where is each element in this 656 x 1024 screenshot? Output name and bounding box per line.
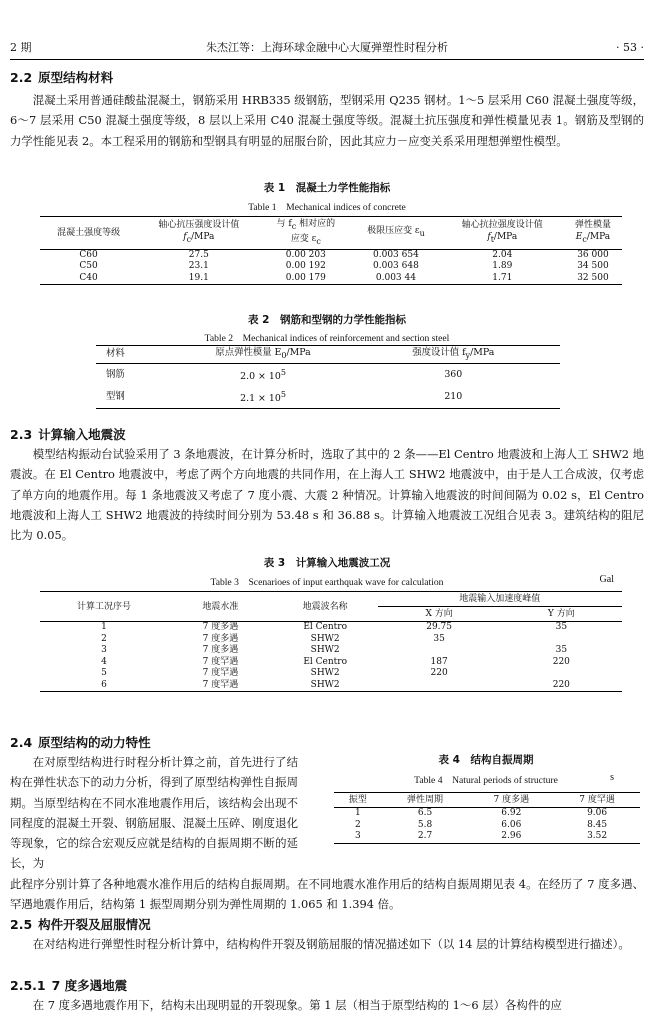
section-2-2-paragraph: 混凝土采用普通硅酸盐混凝土，钢筋采用 HRB335 级钢筋，型钢采用 Q235 钢材。1～5 层采用 C60 混凝土强度等级，6～7 层采用 C50 混凝土强度等级，8 层以上采用 C40 混凝土强度等级。混凝土抗压强度和弹性模量见表 1。钢筋及型钢的力学性能见表 2。本工程采用的钢筋和型钢具有明显的屈服台阶，因此其应力－应变关系采用理想弹塑性模型。 — [10, 93, 644, 148]
section-2-3-heading: 2.3 计算输入地震波 — [10, 427, 126, 442]
table-row: 1 6.5 6.92 9.06 — [334, 808, 640, 820]
table3-subheader-row: X 方向 Y 方向 — [425, 609, 575, 619]
header-page-number: · 53 · — [616, 40, 644, 54]
table4 — [334, 792, 640, 844]
table3-unit: Gal — [599, 574, 614, 585]
table-row: 2 5.8 6.06 8.45 — [354, 819, 608, 830]
section-2-5-paragraph: 在对结构进行弹塑性时程分析计算中，结构构件开裂及钢筋屈服的情况描述如下（以 14 层的计算结构模型进行描述）。 — [32, 937, 630, 951]
table-row: 钢筋 $2.0 \times 10^5$ 360 — [96, 363, 560, 386]
table-row: 6 7 度罕遇 SHW2 220 — [40, 680, 622, 692]
table2-caption-en: Table 2 Mechanical indices of reinforcement and section steel — [204, 333, 450, 344]
table1-header-ec: 弹性模量 $E_c$/MPa — [574, 220, 611, 245]
table-row: 1 7 度多遇 El Centro 29.75 35 — [40, 622, 622, 634]
section-2-5-1-heading: 2.5.1 7 度多遇地震 — [10, 978, 128, 993]
table4-header-row: 振型 弹性周期 7 度多遇 7 度罕遇 — [334, 793, 640, 808]
table4-unit: s — [610, 772, 614, 783]
table3-caption-en: Table 3 Scenarioes of input earthquak wave for calculation Gal — [210, 574, 614, 588]
table1-header-row — [40, 217, 622, 250]
header-title: 朱杰江等：上海环球金融中心大厦弹塑性时程分析 — [206, 41, 448, 54]
section-2-4-paragraph-full: 此程序分别计算了各种地震水准作用后的结构自振周期。在不同地震水准作用后的结构自振周期见表 4。在经历了 7 度多遇、罕遇地震作用后，结构第 1 振型周期分别为弹性周期的 1.065 和 1.394 倍。 — [10, 877, 644, 912]
table2-header-row: 材料 原点弹性模量 $E_0$/MPa 强度设计值 $f_y$/MPa — [96, 346, 560, 364]
table1 — [40, 216, 622, 285]
section-2-4-paragraph-left: 在对原型结构进行时程分析计算之前，首先进行了结构在弹性状态下的动力分析，得到了原型结构弹性自振周期。当原型结构在不同水准地震作用后，该结构会出现不同程度的混凝土开裂、钢筋屈服、混凝土压碎、刚度退化等现象，它的综合宏观反应就是结构的自振周期不断的延长，为 — [10, 755, 298, 871]
running-header — [10, 38, 644, 60]
table1-header-grade: 混凝土强度等级 — [57, 227, 121, 238]
section-2-2-heading: 2.2 原型结构材料 — [10, 70, 114, 85]
table-row: 型钢 $2.1 \times 10^5$ 210 — [96, 386, 560, 409]
table4-caption: 表 4 结构自振周期 — [438, 754, 534, 766]
table-row: 5 7 度罕遇 SHW2 220 — [101, 668, 448, 678]
table1-caption-en: Table 1 Mechanical indices of concrete — [248, 202, 406, 213]
table1-caption: 表 1 混凝土力学性能指标 — [263, 182, 391, 194]
table1-header-strain: 与 $f_c$ 相对应的 应变 $\varepsilon_c$ — [276, 219, 336, 246]
table1-header-ultimate-strain: 极限压应变 $\varepsilon_u$ — [367, 226, 425, 239]
table-row: C60 27.5 0.00 203 0.003 654 2.04 36 000 — [40, 249, 622, 261]
table2-caption: 表 2 钢筋和型钢的力学性能指标 — [248, 314, 406, 326]
table-row: 2 7 度多遇 SHW2 35 — [101, 633, 445, 644]
table3 — [40, 591, 622, 692]
table1-header-fc: 轴心抗压强度设计值 $f_c$/MPa — [158, 220, 240, 245]
header-issue: 2 期 — [10, 41, 32, 54]
table-row: C40 19.1 0.00 179 0.003 44 1.71 32 500 — [40, 273, 622, 285]
section-2-3-paragraph: 模型结构振动台试验采用了 3 条地震波，在计算分析时，选取了其中的 2 条——El Centro 地震波和上海人工 SHW2 地震波。在 El Centro 地震波中，考虑了两个方向地震的共同作用，在上海人工 SHW2 地震波中，由于是人工合成波，仅考虑了单方向的地震作用。每 1 条地震波又考虑了 7 度小震、大震 2 种情况。计算输入地震波的时间间隔为 0.02 s，El Centro 地震波和上海人工 SHW2 地震波的持续时间分别为 53.48 s 和 36.88 s。计算输入地震波工况组合见表 3。建筑结构的阻尼比为 0.05。 — [10, 447, 644, 543]
table2 — [96, 345, 560, 409]
table-row: 3 7 度多遇 SHW2 35 — [101, 645, 568, 655]
section-2-4-heading: 2.4 原型结构的动力特性 — [10, 735, 151, 750]
table-row: C50 23.1 0.00 192 0.003 648 1.89 34 500 — [79, 261, 609, 272]
table3-header-row: 计算工况序号 地震水准 地震波名称 地震输入加速度峰值 — [40, 592, 622, 607]
table3-caption: 表 3 计算输入地震波工况 — [263, 557, 391, 569]
table4-caption-en: Table 4 Natural periods of structure s — [414, 772, 614, 786]
table-row: 3 2.7 2.96 3.52 — [334, 831, 640, 843]
section-2-5-1-paragraph: 在 7 度多遇地震作用下，结构未出现明显的开裂现象。第 1 层（相当于原型结构的 1～6 层）各构件的应 — [32, 998, 562, 1012]
table-row: 4 7 度罕遇 El Centro 187 220 — [101, 656, 570, 667]
table1-header-ft: 轴心抗拉强度设计值 $f_t$/MPa — [461, 220, 543, 245]
section-2-5-heading: 2.5 构件开裂及屈服情况 — [10, 917, 151, 932]
